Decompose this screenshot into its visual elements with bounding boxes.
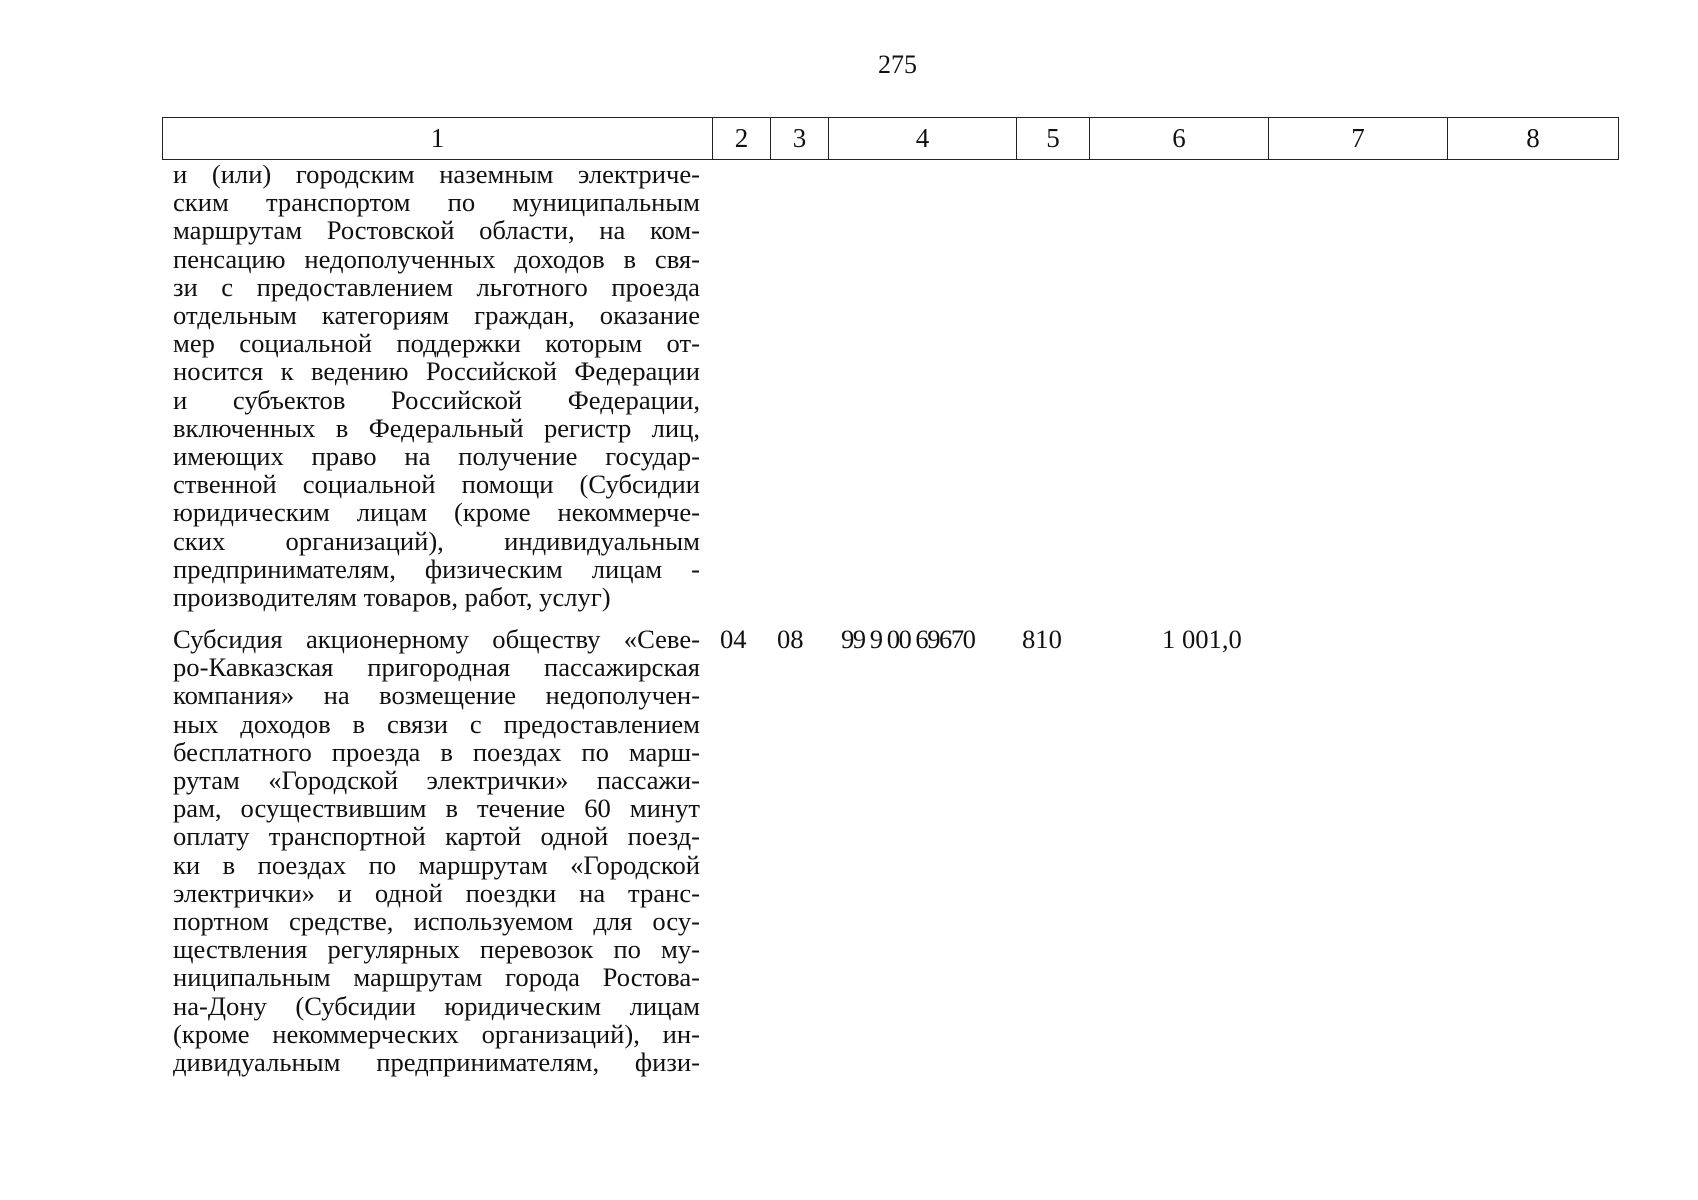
header-col-2: 2 (713, 118, 771, 160)
text-line: ществления регулярных перевозок по му- (173, 934, 700, 965)
text-line: компания» на возмещение недополучен- (173, 680, 700, 711)
text-line: Субсидия акционерному обществу «Севе- (173, 624, 700, 654)
text-line: имеющих право на получение государ- (173, 441, 700, 472)
row2-target-article: 99 9 00 69670 (841, 624, 975, 654)
row2-subsection-code: 08 (777, 624, 804, 654)
header-row (163, 118, 1619, 160)
text-line: мер социальной поддержки которым от- (173, 328, 700, 359)
text-line: ки в поездах по маршрутам «Городской (173, 849, 700, 880)
row1-description (173, 160, 700, 611)
text-line: маршрутам Ростовской области, на ком- (173, 215, 700, 246)
text-line: бесплатного проезда в поездах по марш- (173, 736, 700, 767)
text-line: включенных в Федеральный регистр лиц, (173, 412, 700, 443)
text-line: и (или) городским наземным электриче- (173, 159, 700, 189)
row2-section-code: 04 (720, 624, 747, 654)
text-line: ных доходов в связи с предоставлением (173, 708, 700, 739)
row2-amount: 1 001,0 (1162, 624, 1242, 654)
text-line: ственной социальной помощи (Субсидии (173, 469, 700, 500)
header-col-1: 1 (163, 118, 713, 160)
page-number: 275 (878, 50, 917, 79)
text-line: рам, осуществившим в течение 60 минут (173, 793, 700, 824)
text-line: и субъектов Российской Федерации, (173, 384, 700, 415)
text-line: ниципальным маршрутам города Ростова- (173, 962, 700, 993)
header-col-4: 4 (829, 118, 1017, 160)
header-col-3: 3 (771, 118, 829, 160)
text-line: юридическим лицам (кроме некоммерче- (173, 497, 700, 528)
text-line: ро-Кавказская пригородная пассажирская (173, 652, 700, 683)
header-col-8: 8 (1448, 118, 1619, 160)
text-line: ских организаций), индивидуальным (173, 525, 700, 556)
text-line: портном средстве, используемом для осу- (173, 906, 700, 937)
text-line: (кроме некоммерческих организаций), ин- (173, 1018, 700, 1049)
text-line: дивидуальным предпринимателям, физи- (173, 1047, 700, 1078)
text-line: производителям товаров, работ, услуг) (173, 582, 611, 613)
text-line: предпринимателям, физическим лицам - (173, 553, 700, 584)
text-line: отдельным категориям граждан, оказание (173, 300, 700, 331)
text-line: зи с предоставлением льготного проезда (173, 271, 700, 302)
text-line: пенсацию недополученных доходов в свя- (173, 243, 700, 274)
header-col-6: 6 (1090, 118, 1269, 160)
text-line: ским транспортом по муниципальным (173, 187, 700, 218)
text-line: на-Дону (Субсидии юридическим лицам (173, 990, 700, 1021)
header-col-5: 5 (1017, 118, 1090, 160)
text-line: рутам «Городской электрички» пассажи- (173, 765, 700, 796)
text-line: электрички» и одной поездки на транс- (173, 877, 700, 908)
text-line: носится к ведению Российской Федерации (173, 356, 700, 387)
row2-expense-type: 810 (1022, 624, 1062, 654)
header-col-7: 7 (1269, 118, 1448, 160)
text-line: оплату транспортной картой одной поезд- (173, 821, 700, 852)
table-header (162, 117, 1619, 160)
row2-description (173, 625, 700, 1076)
